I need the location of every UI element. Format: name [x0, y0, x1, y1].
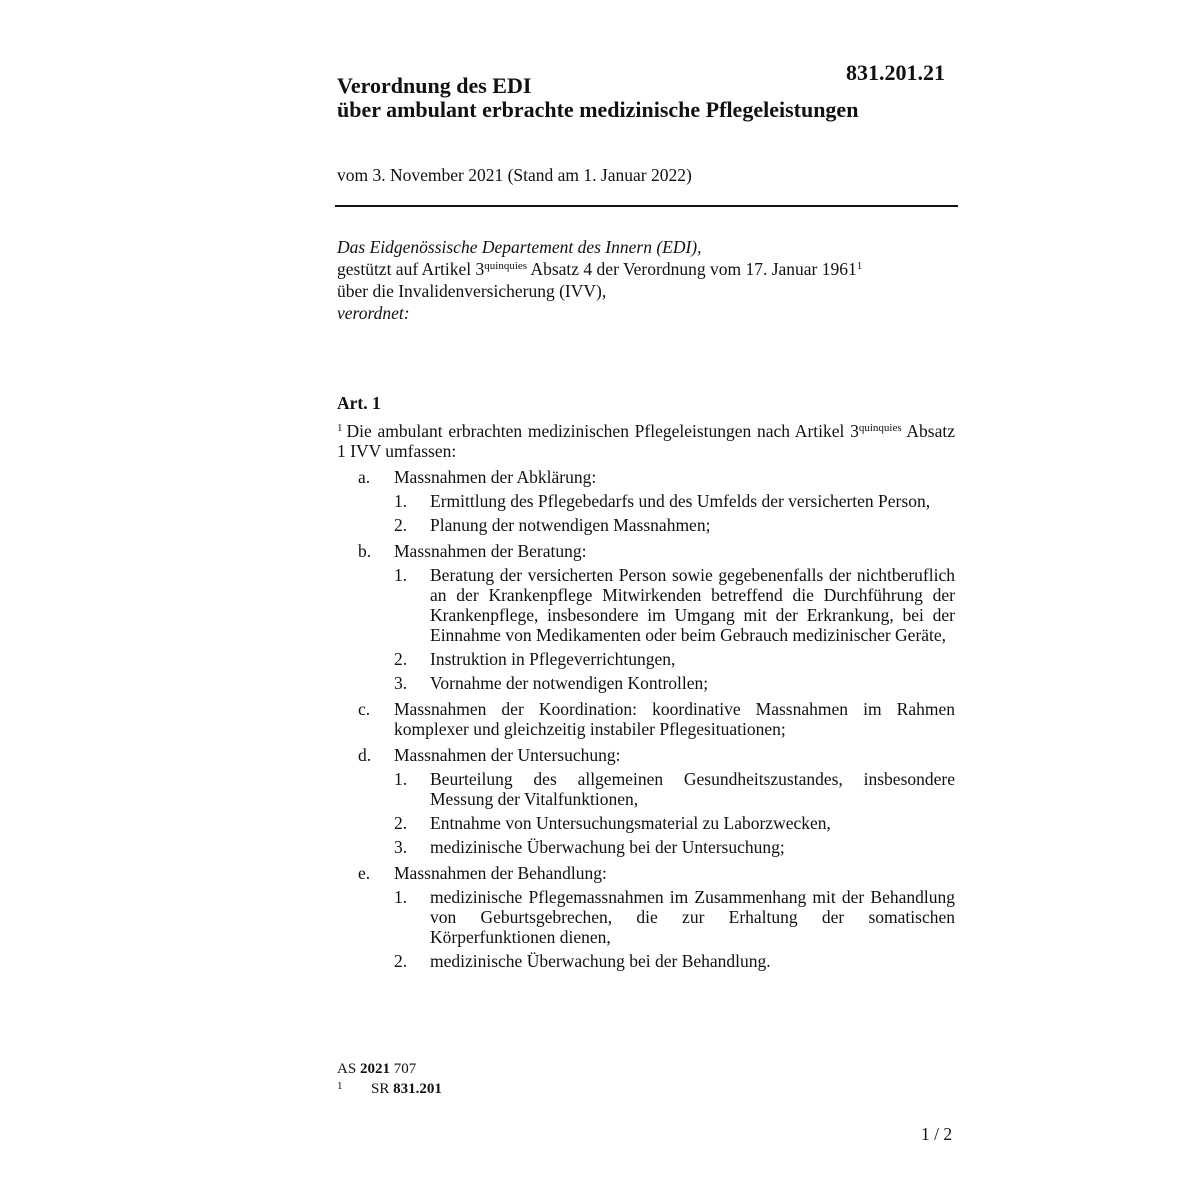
footnotes: [337, 1059, 442, 1099]
sub-label: 2.: [394, 951, 408, 971]
list-text: Massnahmen der Abklärung:: [394, 467, 597, 487]
list-label: e.: [358, 863, 371, 883]
sub-label: 1.: [394, 565, 408, 585]
list-item-d: [337, 745, 955, 857]
sub-text: Ermittlung des Pflegebedarfs und des Umfelds der versicherten Person,: [430, 491, 931, 511]
article-intro: [337, 421, 955, 461]
as-prefix: AS: [337, 1061, 357, 1077]
as-page: 707: [393, 1061, 417, 1077]
list-item-b: [337, 541, 955, 693]
sub-label: 3.: [394, 673, 408, 693]
list-item-e: [337, 863, 955, 971]
footnote-number: 1: [337, 1080, 343, 1092]
sub-item-d-2: [394, 813, 955, 833]
sub-item-a-1: [394, 491, 955, 511]
sub-text: Entnahme von Untersuchungsmaterial zu Laborzwecken,: [430, 813, 831, 833]
preamble-basis-line2: über die Invalidenversicherung (IVV),: [337, 281, 607, 301]
sub-label: 1.: [394, 887, 408, 907]
sub-text: Planung der notwendigen Massnahmen;: [430, 515, 711, 535]
list-label: c.: [358, 699, 371, 719]
sub-label: 2.: [394, 515, 408, 535]
sub-item-d-3: [394, 837, 955, 857]
preamble-basis: [337, 258, 862, 280]
list-item-a: [337, 467, 955, 535]
preamble: [337, 236, 862, 324]
sub-text: medizinische Überwachung bei der Untersuchung;: [430, 837, 785, 857]
article-intro-part2: Absatz 1 IVV umfassen:: [337, 421, 955, 461]
sub-item-b-2: [394, 649, 955, 669]
sub-item-b-1: [394, 565, 955, 645]
list-item-c: [337, 699, 955, 739]
title-line-2: über ambulant erbrachte medizinische Pflegeleistungen: [337, 97, 859, 122]
list-text: Massnahmen der Behandlung:: [394, 863, 607, 883]
title-line-1: Verordnung des EDI: [337, 73, 532, 98]
list-label: b.: [358, 541, 372, 561]
footnote-1: [337, 1079, 442, 1099]
date-line: vom 3. November 2021 (Stand am 1. Januar 2022): [337, 165, 692, 185]
footnote-prefix: SR: [371, 1081, 390, 1097]
header-divider: [335, 205, 958, 207]
sub-text: medizinische Überwachung bei der Behandlung.: [430, 951, 771, 971]
preamble-decree: verordnet:: [337, 303, 410, 323]
sub-item-b-3: [394, 673, 955, 693]
preamble-basis-part1: gestützt auf Artikel 3: [337, 259, 485, 279]
sr-number: 831.201.21: [846, 60, 945, 85]
sub-label: 1.: [394, 769, 408, 789]
sub-label: 3.: [394, 837, 408, 857]
footnote-ref-1[interactable]: 1: [856, 260, 863, 272]
page-number: 1 / 2: [921, 1124, 953, 1144]
sub-label: 2.: [394, 649, 408, 669]
sub-item-e-1: [394, 887, 955, 947]
document-title: [337, 74, 858, 122]
as-year: 2021: [359, 1061, 390, 1077]
sub-label: 2.: [394, 813, 408, 833]
sub-item-d-1: [394, 769, 955, 809]
sub-text: Beurteilung des allgemeinen Gesundheitszustandes, insbesondere Messung der Vitalfunktionen,: [430, 769, 955, 809]
sub-text: medizinische Pflegemassnahmen im Zusammenhang mit der Behandlung von Geburtsgebrechen, die zur Erhaltung der somatischen Körperfunktionen dienen,: [430, 887, 955, 947]
preamble-authority: Das Eidgenössische Departement des Innern (EDI),: [337, 237, 702, 257]
list-text: Massnahmen der Untersuchung:: [394, 745, 621, 765]
article-body: [337, 421, 955, 971]
list-text: Massnahmen der Koordination: koordinative Massnahmen im Rahmen komplexer und gleichzeitig instabiler Pflegesituationen;: [394, 699, 955, 739]
list-label: a.: [358, 467, 371, 487]
article-title: Art. 1: [337, 393, 381, 413]
list-label: d.: [358, 745, 372, 765]
sub-label: 1.: [394, 491, 408, 511]
preamble-basis-part2: Absatz 4 der Verordnung vom 17. Januar 1961: [527, 259, 857, 279]
sub-item-a-2: [394, 515, 955, 535]
paragraph-number: 1: [337, 422, 343, 434]
list-text: Massnahmen der Beratung:: [394, 541, 587, 561]
footnote-sr-value: 831.201: [393, 1081, 442, 1097]
sub-text: Beratung der versicherten Person sowie gegebenenfalls der nichtberuflich an der Krankenpflege Mitwirkenden betreffend die Durchführung der Krankenpflege, insbesondere im Umgang mit der Erkrankung, bei der Einnahme von Medikamenten oder beim Gebrauch medizinischer Geräte,: [430, 565, 955, 645]
article-intro-part1: Die ambulant erbrachten medizinischen Pflegeleistungen nach Artikel 3: [346, 421, 859, 441]
article-intro-sup: quinquies: [858, 422, 902, 434]
sub-text: Vornahme der notwendigen Kontrollen;: [430, 673, 709, 693]
sub-text: Instruktion in Pflegeverrichtungen,: [430, 649, 676, 669]
as-reference: [337, 1059, 442, 1079]
preamble-basis-sup: quinquies: [484, 260, 528, 272]
sub-item-e-2: [394, 951, 955, 971]
